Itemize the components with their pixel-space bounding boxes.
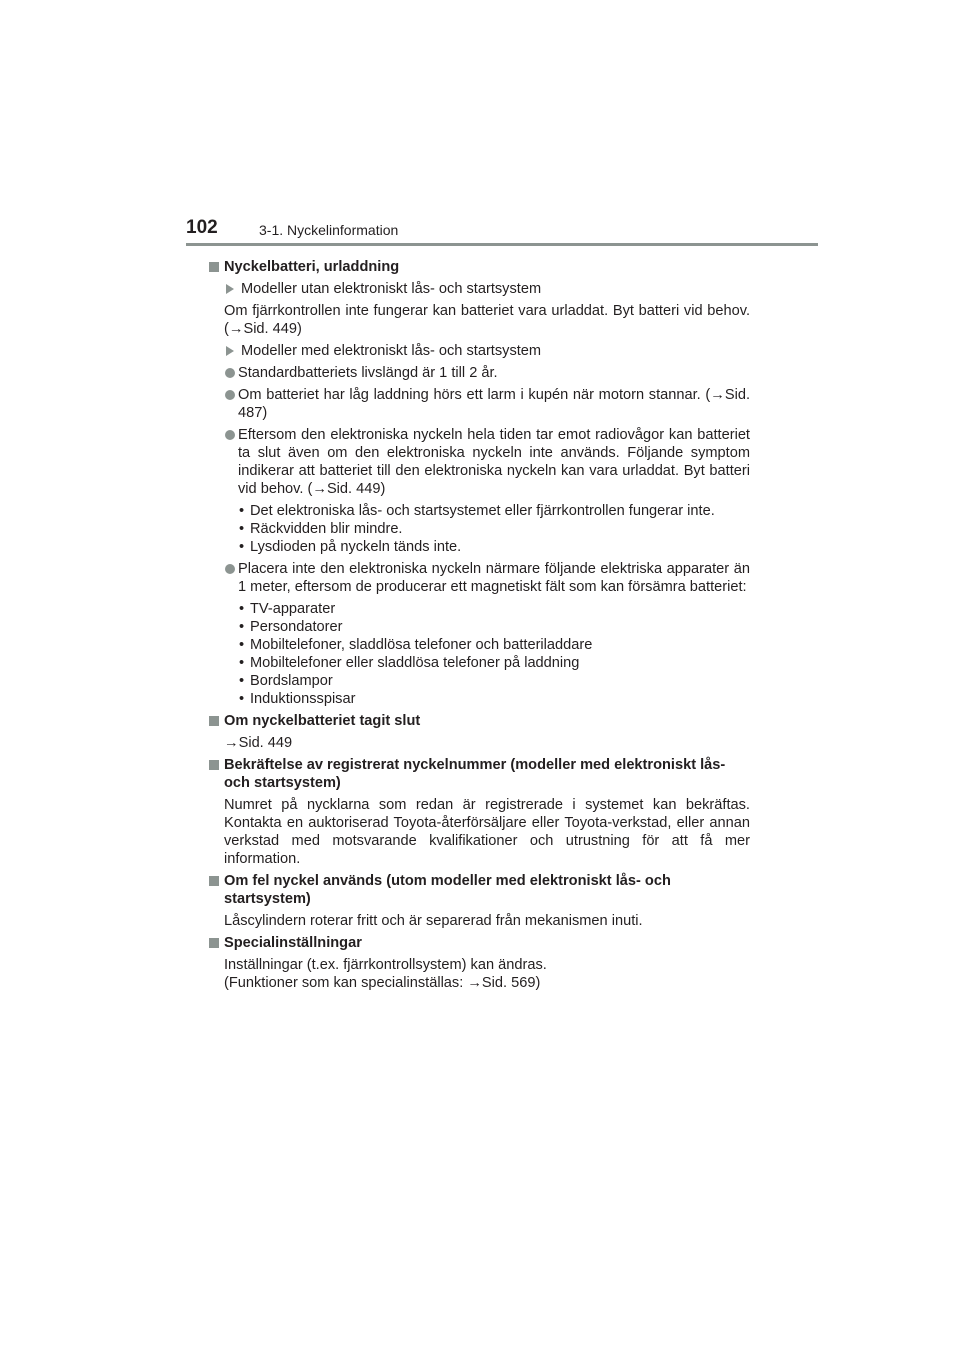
bullet-item: Om batteriet har låg laddning hörs ett larm i kupén när motorn stannar. (→Sid. 487) (209, 386, 750, 422)
list-item: • Induktionsspisar (239, 691, 356, 707)
model-label: Modeller med elektroniskt lås- och startsystem (209, 342, 750, 360)
list-item: • TV-apparater (239, 601, 336, 617)
symptom-list (209, 502, 750, 556)
list-item: • Lysdioden på nyckeln tänds inte. (239, 539, 462, 555)
page-content (209, 254, 750, 992)
circle-bullet-icon (225, 564, 235, 574)
section-heading: Specialinställningar (209, 934, 750, 952)
page-number: 102 (186, 217, 218, 238)
square-bullet-icon (209, 938, 219, 948)
list-item: • Bordslampor (239, 673, 333, 689)
section-heading: Om fel nyckel används (utom modeller med elektroniskt lås- och startsystem) (209, 872, 750, 908)
list-item: • Det elektroniska lås- och startsystemet eller fjärrkontrollen fungerar inte. (239, 503, 715, 519)
triangle-icon (226, 346, 234, 356)
square-bullet-icon (209, 262, 219, 272)
square-bullet-icon (209, 876, 219, 886)
paragraph: Inställningar (t.ex. fjärrkontrollsystem) kan ändras. (Funktioner som kan specialinställas: →Sid. 569) (224, 957, 547, 991)
section-heading: Bekräftelse av registrerat nyckelnummer (modeller med elektroniskt lås- och startsystem) (209, 756, 750, 792)
page-reference: →Sid. 449 (224, 735, 293, 751)
section-heading: Om nyckelbatteriet tagit slut (209, 712, 750, 730)
bullet-item: Standardbatteriets livslängd är 1 till 2 år. (209, 364, 750, 382)
paragraph: Numret på nycklarna som redan är registrerade i systemet kan bekräftas. Kontakta en auktoriserad Toyota-återförsäljare eller Toyota-verkstad, eller annan verkstad med motsvarande kvalifikationer och utrustning för att få mer information. (224, 797, 750, 867)
device-list (209, 600, 750, 708)
list-item: • Räckvidden blir mindre. (239, 521, 403, 537)
list-item: • Mobiltelefoner, sladdlösa telefoner och batteriladdare (239, 637, 593, 653)
section-title: 3-1. Nyckelinformation (259, 222, 399, 238)
triangle-icon (226, 284, 234, 294)
section-heading: Nyckelbatteri, urladdning (209, 258, 750, 276)
square-bullet-icon (209, 760, 219, 770)
list-item: • Mobiltelefoner eller sladdlösa telefoner på laddning (239, 655, 580, 671)
paragraph: Låscylindern roterar fritt och är separerad från mekanismen inuti. (224, 913, 643, 929)
list-item: • Persondatorer (239, 619, 343, 635)
bullet-item: Placera inte den elektroniska nyckeln närmare följande elektriska apparater än 1 meter, eftersom de producerar ett magnetiskt fält som kan försämra batteriet: (209, 560, 750, 596)
circle-bullet-icon (225, 390, 235, 400)
circle-bullet-icon (225, 430, 235, 440)
bullet-item: Eftersom den elektroniska nyckeln hela tiden tar emot radiovågor kan batteriet ta slut även om den elektroniska nyckeln inte används. Följande symptom indikerar att batteriet till den elektroniska nyckeln kan vara urladdat. Byt batteri vid behov. (→Sid. 449) (209, 426, 750, 498)
header-rule (186, 243, 818, 246)
square-bullet-icon (209, 716, 219, 726)
model-label: Modeller utan elektroniskt lås- och startsystem (209, 280, 750, 298)
circle-bullet-icon (225, 368, 235, 378)
page-header (186, 214, 818, 248)
paragraph: Om fjärrkontrollen inte fungerar kan batteriet vara urladdat. Byt batteri vid behov. (→Sid. 449) (224, 303, 750, 337)
